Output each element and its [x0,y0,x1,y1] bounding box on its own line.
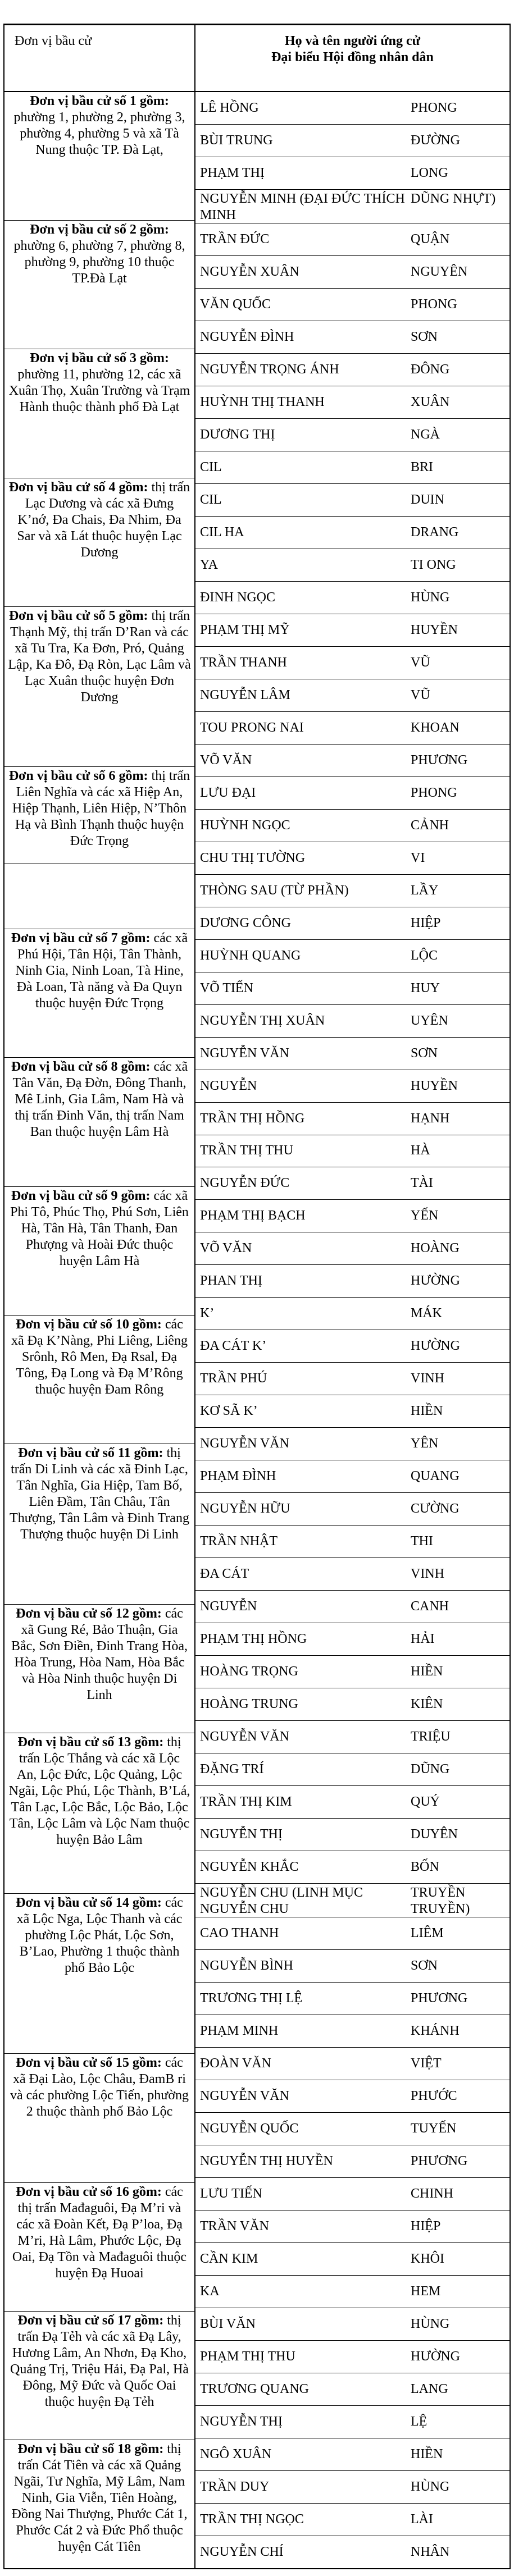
candidate-first-name: VŨ [411,655,430,670]
candidate-last-name: NGUYỄN VĂN [200,1436,289,1451]
candidate-row [195,1655,510,1688]
candidate-last-name: NGUYỄN TRỌNG ÁNH [200,362,339,377]
candidate-row [195,2177,510,2210]
candidate-row [195,255,510,288]
candidate-last-name: VÕ VĂN [200,1241,252,1256]
candidate-row [195,189,510,223]
district-title: Đơn vị bầu cử số 17 gồm: [17,2313,164,2328]
candidate-row [195,2536,510,2568]
candidate-first-name: HIỆP [411,2218,441,2234]
candidate-row [195,2503,510,2536]
table-body [3,92,511,2569]
district-description: các xã Lộc Nga, Lộc Thanh và các phường Lộc Phát, Lộc Sơn, B’Lao, Phường 1 thuộc thành phố Bảo Lộc [16,1895,183,1975]
candidate-first-name: HIỀN [411,1404,443,1419]
candidate-first-name: PHONG [411,785,457,800]
candidate-row [195,2308,510,2340]
district-title: Đơn vị bầu cử số 16 gồm: [16,2184,162,2199]
candidate-first-name: VIỆT [411,2056,442,2071]
candidate-first-name: LỘC [411,948,438,963]
candidate-last-name: BÙI TRUNG [200,133,273,148]
header-district-col: Đơn vị bầu cử [3,25,195,91]
candidate-first-name: SƠN [411,1958,438,1974]
candidate-last-name: CẦN KIM [200,2251,258,2266]
candidate-last-name: DƯƠNG THỊ [200,427,275,442]
candidate-first-name: KHÔI [411,2251,444,2266]
candidate-first-name: SƠN [411,329,438,344]
candidate-row [195,1102,510,1135]
district-title: Đơn vị bầu cử số 8 gồm: [11,1059,151,1075]
candidate-row [195,1395,510,1427]
candidate-first-name: CHINH [411,2186,453,2201]
candidate-row [195,809,510,842]
candidate-first-name: LÀI [411,2511,433,2527]
candidate-first-name: NGÀ [411,427,440,442]
candidate-first-name: DŨNG [411,1762,450,1777]
candidate-first-name: LONG [411,165,448,180]
candidate-row [195,1264,510,1297]
candidate-row [195,483,510,516]
district-cell [4,1893,194,2054]
candidate-row [195,972,510,1004]
district-cell [4,929,194,1057]
candidate-row [195,1070,510,1102]
candidate-last-name: NGUYỄN [200,1599,257,1614]
candidate-row [195,2210,510,2242]
district-cell [4,606,194,767]
candidate-last-name: NGUYỄN QUỐC [200,2121,299,2136]
candidate-first-name: HIỆP [411,915,441,930]
header-candidate-col [195,25,511,91]
candidate-last-name: NGUYỄN THỊ [200,2414,283,2429]
candidate-row [195,1362,510,1395]
candidate-last-name: NGUYỄN VĂN [200,1045,289,1061]
candidate-last-name: CIL [200,459,222,474]
candidate-last-name: K’ [200,1306,215,1321]
candidate-row [195,1427,510,1460]
candidate-last-name: NGUYỄN VĂN [200,2089,289,2104]
district-description: thị trấn Lạc Dương và các xã Đưng K’nớ, Đa Chais, Đa Nhim, Đa Sar và xã Lát thuộc huyện Lạc Dương [17,479,190,560]
candidate-first-name: PHƯƠNG [411,752,468,768]
district-description: thị trấn Lộc Thắng và các xã Lộc An, Lộc Đức, Lộc Quảng, Lộc Ngãi, Lộc Phú, Lộc Thành, B’Lá, Tân Lạc, Lộc Bắc, Lộc Bảo, Lộc Tân, Lộc Lâm và Lộc Nam thuộc huyện Bảo Lâm [8,1734,190,1847]
district-title: Đơn vị bầu cử số 12 gồm: [16,1606,162,1621]
candidate-last-name: TRẦN PHÚ [200,1371,267,1386]
candidate-last-name: TRƯƠNG QUANG [200,2381,309,2396]
candidate-row [195,842,510,874]
candidate-row [195,386,510,418]
candidate-last-name: NGUYỄN HỮU [200,1501,290,1517]
candidate-last-name: LƯU ĐẠI [200,785,256,800]
district-title: Đơn vị bầu cử số 4 gồm: [8,479,148,495]
candidate-row [195,2405,510,2438]
candidate-row [195,1330,510,1362]
candidate-row [195,1851,510,1883]
district-title: Đơn vị bầu cử số 13 gồm: [17,1734,164,1750]
candidate-last-name: CIL HA [200,524,244,540]
candidate-last-name: HUỲNH THỊ THANH [200,394,325,409]
candidate-first-name: HOÀNG [411,1241,460,1256]
candidate-row [195,451,510,483]
candidate-row [195,1037,510,1070]
candidate-first-name: HÙNG [411,590,450,605]
candidate-row [195,1297,510,1330]
candidate-last-name: PHẠM MINH [200,2024,279,2039]
candidate-row [195,711,510,744]
candidate-row [195,2242,510,2275]
district-column [3,92,195,2568]
candidate-first-name: KHOAN [411,720,460,735]
candidate-first-name: YÊN [411,1436,439,1451]
candidate-row [195,288,510,321]
district-description: các thị trấn Mađaguôi, Đạ M’ri và các xã Đoàn Kết, Đạ P’loa, Đạ M’ri, Hà Lâm, Phước Lộc, Đạ Oai, Đạ Tồn và Mađaguôi thuộc huyện Đạ Huoai [12,2184,187,2281]
candidate-last-name: PHẠM THỊ MỸ [200,622,290,637]
candidate-last-name: HUỲNH QUANG [200,948,301,963]
candidate-last-name: TOU PRONG NAI [200,720,304,735]
district-title: Đơn vị bầu cử số 10 gồm: [16,1317,162,1332]
candidate-first-name: KHÁNH [411,2024,460,2039]
candidate-last-name: BÙI VĂN [200,2316,256,2331]
candidate-first-name: BRI [411,459,434,474]
district-title: Đơn vị bầu cử số 14 gồm: [16,1895,162,1910]
candidate-first-name: HÙNG [411,2479,450,2494]
candidate-first-name: PHONG [411,100,457,115]
candidate-first-name: QUẬN [411,231,450,246]
candidate-first-name: DUIN [411,492,444,507]
candidate-first-name: BỐN [411,1860,439,1875]
candidate-row [195,1135,510,1167]
candidate-last-name: TRƯƠNG THỊ LỆ [200,1991,303,2006]
candidate-last-name: PHẠM THỊ BẠCH [200,1208,306,1223]
candidate-first-name: VINH [411,1566,444,1582]
candidate-row [195,1167,510,1199]
candidate-first-name: CƯỜNG [411,1501,460,1517]
candidate-last-name: PHAN THỊ [200,1273,262,1289]
candidate-first-name: LANG [411,2381,448,2396]
candidate-last-name: VĂN QUỐC [200,296,271,312]
candidate-last-name: NGUYỄN MINH (ĐẠI ĐỨC THÍCH MINH [200,191,405,222]
district-description: thị trấn Di Linh và các xã Đinh Lạc, Tân Nghĩa, Gia Hiệp, Tam Bố, Liên Đầm, Tân Châu, Tân Thượng, Tân Lâm và Đinh Trang Thượng thuộc huyện Di Linh [10,1445,189,1542]
district-description: thị trấn Liên Nghĩa và các xã Hiệp An, Hiệp Thạnh, Liên Hiệp, N’Thôn Hạ và Bình Thạnh thuộc huyện Đức Trọng [12,769,190,849]
district-description: các xã Phú Hội, Tân Hội, Tân Thành, Ninh Gia, Ninh Loan, Tà Hine, Đà Loan, Tà năng và Đa Quyn thuộc huyện Đức Trọng [15,931,188,1011]
district-cell [4,2182,194,2311]
candidate-first-name: YẾN [411,1208,439,1223]
candidate-first-name: QUANG [411,1469,460,1484]
candidate-row [195,1949,510,1982]
candidate-row [195,1460,510,1492]
candidate-last-name: HOÀNG TRUNG [200,1697,298,1712]
candidate-last-name: CHU THỊ TƯỜNG [200,850,306,865]
candidate-row [195,1623,510,1655]
district-description: các xã Gung Ré, Bảo Thuận, Gia Bắc, Sơn Điền, Đinh Trang Hòa, Hòa Trung, Hòa Nam, Hòa Bắc và Hòa Ninh thuộc huyện Di Linh [11,1606,188,1702]
candidate-last-name: TRẦN THỊ NGỌC [200,2511,304,2527]
district-description: thị trấn Thạnh Mỹ, thị trấn D’Ran và các xã Tu Tra, Ka Đơn, Pró, Quảng Lập, Ka Đô, Đạ Ròn, Lạc Lâm và Lạc Xuân thuộc huyện Đơn Dương [8,608,191,705]
candidate-last-name: NGUYỄN CHÍ [200,2544,284,2559]
district-cell [4,1186,194,1315]
candidate-last-name: ĐOÀN VĂN [200,2056,271,2071]
candidate-first-name: DRANG [411,524,459,540]
candidate-first-name: DUYÊN [411,1827,458,1842]
candidate-row [195,1558,510,1590]
candidate-last-name: TRẦN THANH [200,655,287,670]
candidate-first-name: VI [411,850,425,865]
candidate-row [195,2340,510,2373]
candidate-last-name: ĐA CÁT [200,1566,249,1582]
candidate-last-name: NGUYỄN VĂN [200,1729,289,1744]
candidate-last-name: CIL [200,492,222,507]
candidate-row [195,2373,510,2405]
candidate-row [195,157,510,189]
candidate-first-name: UYÊN [411,1013,448,1028]
candidate-first-name: NGUYÊN [411,264,468,279]
candidate-row [195,1720,510,1753]
candidate-row [195,1785,510,1818]
district-description: các xã Đạ K’Nàng, Phi Liêng, Liêng Srônh, Rô Men, Đạ Rsal, Đạ Tông, Đạ Long và Đạ M’Rông thuộc huyện Đam Rông [11,1317,188,1397]
district-description: các xã Tân Văn, Đạ Đờn, Đông Thanh, Mê Linh, Gia Lâm, Nam Hà và thị trấn Đinh Văn, thị trấn Nam Ban thuộc huyện Lâm Hà [12,1059,188,1140]
candidate-last-name: NGUYỄN LÂM [200,687,290,702]
candidate-row [195,2047,510,2080]
district-description: phường 11, phường 12, các xã Xuân Thọ, Xuân Trường và Trạm Hành thuộc thành phố Đà Lạt [8,367,190,415]
candidate-last-name: NGUYỄN BÌNH [200,1958,293,1974]
district-description: các xã Đại Lào, Lộc Châu, ĐamB ri và các phường Lộc Tiến, phường 2 thuộc thành phố Bảo Lộc [10,2056,189,2120]
candidate-first-name: HƯỜNG [411,1273,460,1289]
candidate-last-name: KA [200,2283,220,2299]
candidate-last-name: TRẦN THỊ THU [200,1143,293,1158]
candidate-first-name: HẢI [411,1632,435,1647]
candidate-first-name: TI ONG [411,557,456,572]
candidate-last-name: NGUYỄN [200,1078,257,1093]
candidate-last-name: VÕ TIẾN [200,980,253,995]
candidate-row [195,2112,510,2145]
candidate-first-name: LIÊM [411,1926,444,1941]
district-cell [4,766,194,864]
candidate-row [195,1199,510,1232]
candidate-first-name: LỆ [411,2414,427,2429]
district-title: Đơn vị bầu cử số 3 gồm: [30,351,169,366]
district-description: thị trấn Đạ Tẻh và các xã Đạ Lây, Hương Lâm, An Nhơn, Đạ Kho, Quảng Trị, Triệu Hải, Đạ Pal, Hà Đông, Mỹ Đức và Quốc Oai thuộc huyện Đạ Tẻh [10,2313,189,2409]
candidate-first-name: XUÂN [411,394,450,409]
candidate-last-name: PHẠM THỊ [200,165,265,180]
candidate-last-name: VÕ VĂN [200,752,252,768]
candidate-first-name: PHONG [411,296,457,312]
candidate-first-name: TRIỆU [411,1729,451,1744]
candidate-last-name: TRẦN THỊ KIM [200,1794,292,1810]
district-title: Đơn vị bầu cử số 2 gồm: [30,222,169,237]
header-candidate-line1: Họ và tên người ứng cử [284,34,421,48]
candidate-first-name: THI [411,1534,433,1549]
candidate-last-name: NGUYỄN THỊ HUYỀN [200,2154,333,2168]
candidate-row [195,744,510,777]
district-title: Đơn vị bầu cử số 5 gồm: [8,608,148,623]
table-header [3,24,511,92]
candidate-last-name: ĐẶNG TRÍ [200,1762,264,1777]
candidate-row [195,1004,510,1037]
candidate-row [195,614,510,646]
candidate-last-name: DƯƠNG CÔNG [200,915,291,930]
candidate-row [195,2015,510,2047]
district-title: Đơn vị bầu cử số 15 gồm: [16,2056,162,2071]
candidate-row [195,516,510,549]
district-title: Đơn vị bầu cử số 18 gồm: [17,2441,164,2456]
candidate-last-name: NGUYỄN THỊ [200,1827,283,1842]
district-description: các xã Phi Tô, Phúc Thọ, Phú Sơn, Liên Hà, Tân Hà, Tân Thanh, Đan Phượng và Hoài Đức thuộc huyện Lâm Hà [10,1188,189,1268]
candidate-first-name: HƯỜNG [411,2349,460,2364]
district-cell [4,92,194,220]
candidate-last-name: PHẠM ĐÌNH [200,1469,276,1484]
candidate-first-name: HÙNG [411,2316,450,2331]
candidate-first-name: SƠN [411,1045,438,1061]
candidate-first-name: HUYỀN [411,622,458,637]
candidate-last-name: TRẦN DUY [200,2479,270,2494]
candidate-row [195,2438,510,2470]
candidate-first-name: CANH [411,1599,449,1614]
candidate-last-name: ĐA CÁT K’ [200,1339,267,1354]
candidate-row [195,679,510,711]
candidate-row [195,1688,510,1720]
candidate-row [195,907,510,939]
candidate-first-name: VINH [411,1371,444,1386]
candidate-last-name: NGÔ XUÂN [200,2446,272,2461]
district-cell [4,1604,194,1733]
candidate-first-name: CẢNH [411,817,449,833]
candidate-row [195,353,510,386]
district-cell [4,1444,194,1604]
district-title: Đơn vị bầu cử số 1 gồm: [30,94,169,108]
candidate-last-name: NGUYỄN ĐÌNH [200,329,294,344]
candidate-first-name: PHƯƠNG [411,1991,468,2006]
candidate-last-name: NGUYỄN KHẮC [200,1860,299,1875]
candidate-row [195,1753,510,1785]
header-candidate-line2: Đại biểu Hội đồng nhân dân [271,50,434,65]
candidate-first-name: VŨ [411,687,430,702]
candidate-row [195,321,510,353]
candidate-first-name: PHƯỚC [411,2089,457,2104]
candidate-row [195,2145,510,2177]
candidate-first-name: PHƯƠNG [411,2154,468,2168]
candidate-row [195,92,510,124]
candidate-last-name: YA [200,557,219,572]
candidate-first-name: TRUYỀN TRUYỀN) [411,1885,470,1917]
candidate-last-name: HOÀNG TRỌNG [200,1664,298,1679]
candidate-row [195,1492,510,1525]
candidate-first-name: HƯỜNG [411,1339,460,1354]
district-cell [4,220,194,349]
candidate-last-name: PHẠM THỊ THU [200,2349,295,2364]
candidate-first-name: HEM [411,2283,441,2299]
candidate-first-name: HẠNH [411,1111,450,1126]
district-description: thị trấn Cát Tiên và các xã Quảng Ngãi, Tư Nghĩa, Mỹ Lâm, Nam Ninh, Gia Viễn, Tiên Hoàng, Đồng Nai Thượng, Phước Cát 1, Phước Cát 2 và Đức Phổ thuộc huyện Cát Tiên [11,2441,188,2554]
candidate-first-name: NHÂN [411,2544,450,2559]
district-cell [4,2053,194,2182]
candidate-last-name: ĐINH NGỌC [200,590,275,605]
district-cell [4,1315,194,1444]
candidate-row [195,1883,510,1917]
district-cell [4,864,194,929]
candidate-last-name: KƠ SÃ K’ [200,1404,258,1419]
candidate-row [195,1818,510,1851]
candidate-last-name: THÒNG SAU (TỪ PHẦN) [200,883,349,898]
candidate-first-name: MÁK [411,1306,443,1321]
candidate-first-name: ĐƯỜNG [411,133,460,148]
candidate-last-name: CAO THANH [200,1926,279,1941]
candidate-row [195,939,510,972]
candidate-first-name: TUYẾN [411,2121,457,2136]
district-description: phường 1, phường 2, phường 3, phường 4, phường 5 và xã Tà Nung thuộc TP. Đà Lạt, [13,110,185,157]
district-title: Đơn vị bầu cử số 7 gồm: [11,931,151,946]
candidate-last-name: NGUYỄN CHU (LINH MỤC NGUYỄN CHU [200,1885,363,1917]
candidate-last-name: LÊ HỒNG [200,100,259,115]
candidate-row [195,1982,510,2015]
district-cell [4,1057,194,1186]
candidate-column [195,92,511,2568]
candidate-row [195,777,510,809]
district-title: Đơn vị bầu cử số 9 gồm: [11,1188,151,1203]
candidate-row [195,2470,510,2503]
district-description: phường 6, phường 7, phường 8, phường 9, phường 10 thuộc TP.Đà Lạt [13,239,185,286]
candidate-first-name: DŨNG NHỰT) [411,191,496,206]
candidate-row [195,2080,510,2112]
candidate-list-table [3,24,511,2570]
candidate-row [195,549,510,581]
district-cell [4,478,194,606]
candidate-row [195,223,510,255]
candidate-last-name: NGUYỄN XUÂN [200,264,299,279]
candidate-first-name: HÀ [411,1143,430,1158]
district-title: Đơn vị bầu cử số 6 gồm: [8,769,148,784]
candidate-row [195,1232,510,1264]
candidate-row [195,581,510,614]
candidate-last-name: TRẦN NHẬT [200,1534,278,1549]
candidate-last-name: TRẦN THỊ HỒNG [200,1111,305,1126]
candidate-row [195,646,510,679]
candidate-row [195,1917,510,1949]
candidate-row [195,124,510,157]
candidate-first-name: TÀI [411,1176,433,1191]
candidate-first-name: HIỀN [411,1664,443,1679]
candidate-first-name: QUÝ [411,1794,440,1810]
candidate-first-name: ĐÔNG [411,362,450,377]
candidate-first-name: LẦY [411,883,439,898]
candidate-first-name: HIỀN [411,2446,443,2461]
district-title: Đơn vị bầu cử số 11 gồm: [18,1445,163,1460]
candidate-last-name: TRẦN ĐỨC [200,231,270,246]
candidate-first-name: KIÊN [411,1697,443,1712]
candidate-first-name: HUY [411,980,440,995]
district-cell [4,349,194,477]
candidate-row [195,1590,510,1623]
district-cell [4,2440,194,2568]
candidate-row [195,1525,510,1558]
candidate-last-name: NGUYỄN ĐỨC [200,1176,290,1191]
candidate-first-name: HUYỀN [411,1078,458,1093]
district-cell [4,1733,194,1893]
candidate-row [195,874,510,907]
candidate-row [195,2275,510,2308]
candidate-last-name: HUỲNH NGỌC [200,817,290,833]
candidate-last-name: LƯU TIẾN [200,2186,262,2201]
district-cell [4,2311,194,2440]
candidate-row [195,418,510,451]
candidate-last-name: NGUYỄN THỊ XUÂN [200,1013,325,1028]
candidate-last-name: PHẠM THỊ HỒNG [200,1632,307,1647]
candidate-last-name: TRẦN VĂN [200,2218,269,2234]
